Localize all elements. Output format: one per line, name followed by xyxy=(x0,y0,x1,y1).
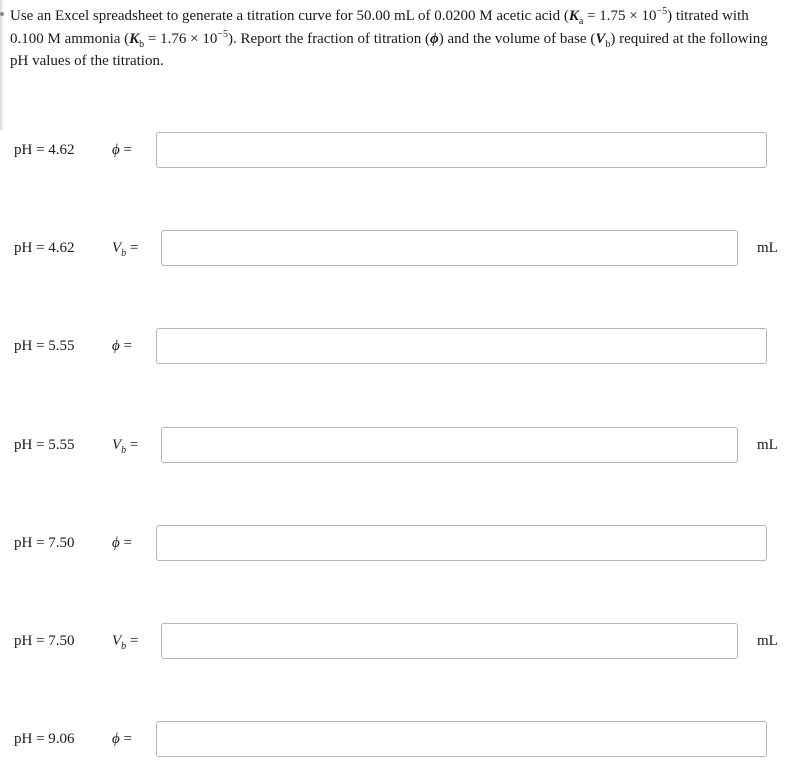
phi-input[interactable] xyxy=(156,132,767,168)
unit-label: mL xyxy=(757,633,778,649)
question-prompt: Use an Excel spreadsheet to generate a titration curve for 50.00 mL of 0.0200 M acetic acid $(K_a = 1.75 \times 10^{-5})$ titrated with 0.100 M ammonia $(K_b = 1.76 \times 10^{-5})$. Report the fraction of titration (ϕ) and the volume of base $(V_b)$ required at the following pH values of the titration. xyxy=(10,6,768,69)
ph-label: pH = 7.50 xyxy=(14,535,75,551)
phi-input[interactable] xyxy=(156,721,767,757)
vb-input[interactable] xyxy=(161,427,738,463)
phi-label: ϕ = xyxy=(112,535,132,551)
vb-input[interactable] xyxy=(161,230,738,266)
ph-label: pH = 5.55 xyxy=(14,338,75,354)
ph-label: pH = 4.62 xyxy=(14,142,75,158)
answer-row-phi-4 xyxy=(0,721,793,759)
phi-input[interactable] xyxy=(156,328,767,364)
answer-row-vb-3 xyxy=(0,623,793,661)
phi-label: ϕ = xyxy=(112,142,132,158)
answer-row-phi-1 xyxy=(0,132,793,170)
answer-row-phi-3 xyxy=(0,525,793,563)
vb-input[interactable] xyxy=(161,623,738,659)
vb-label: $V_b$ = xyxy=(112,437,139,456)
bullet-icon xyxy=(0,12,4,16)
answer-row-phi-2 xyxy=(0,328,793,366)
phi-input[interactable] xyxy=(156,525,767,561)
unit-label: mL xyxy=(757,240,778,256)
answer-row-vb-2 xyxy=(0,427,793,465)
vb-label: $V_b$ = xyxy=(112,240,139,259)
phi-label: ϕ = xyxy=(112,338,132,354)
unit-label: mL xyxy=(757,437,778,453)
vb-label: $V_b$ = xyxy=(112,633,139,652)
ph-label: pH = 4.62 xyxy=(14,240,75,256)
phi-label: ϕ = xyxy=(112,731,132,747)
answer-row-vb-1 xyxy=(0,230,793,268)
ph-label: pH = 9.06 xyxy=(14,731,75,747)
ph-label: pH = 5.55 xyxy=(14,437,75,453)
ph-label: pH = 7.50 xyxy=(14,633,75,649)
left-edge-decoration xyxy=(0,0,4,130)
